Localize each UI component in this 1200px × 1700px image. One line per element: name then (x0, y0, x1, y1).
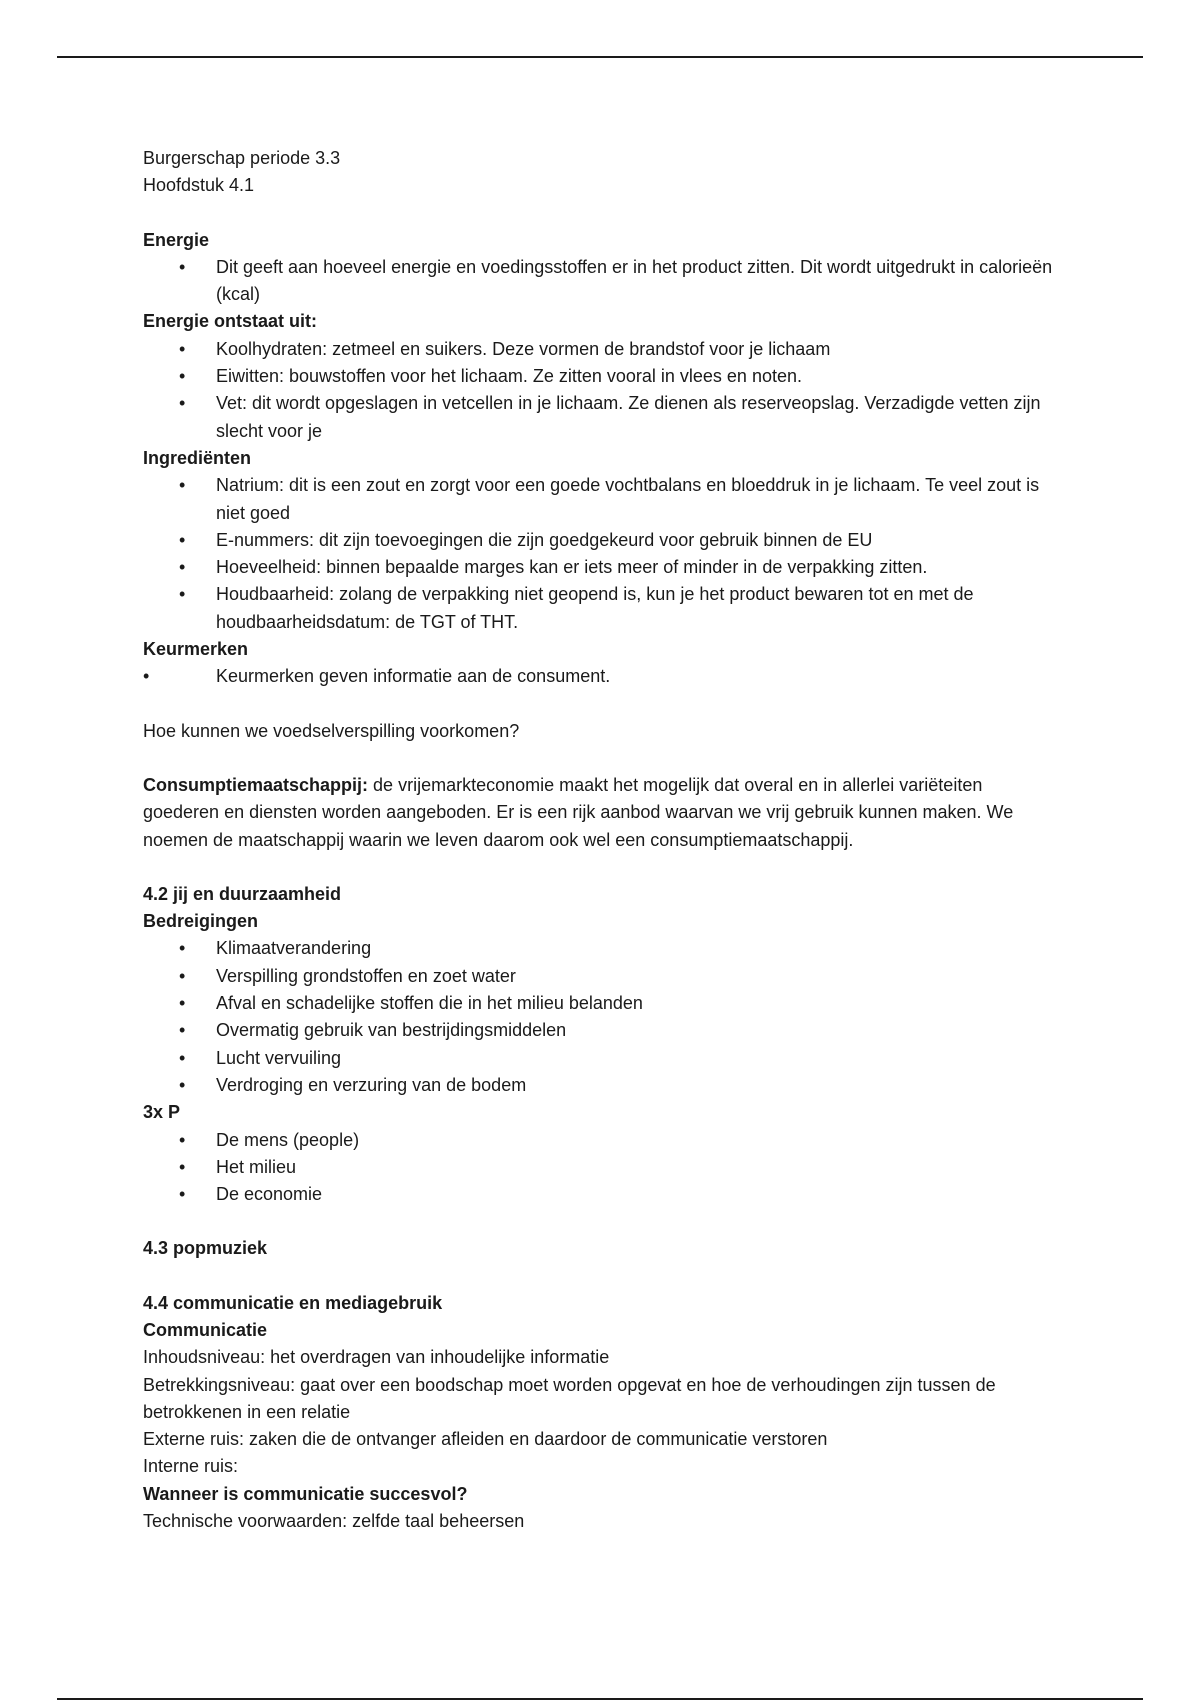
ingredienten-list (143, 472, 1063, 636)
section-heading-3xp: 3x P (143, 1102, 181, 1123)
list-item: • De mens (people) (143, 1127, 1063, 1154)
list-item: • Overmatig gebruik van bestrijdingsmiddelen (143, 1017, 1063, 1044)
threep-list (143, 1127, 1063, 1209)
list-item: • De economie (143, 1181, 1063, 1208)
list-item: • Het milieu (143, 1154, 1063, 1181)
section-heading-ontstaat: Energie ontstaat uit: (143, 311, 318, 332)
consumptie-paragraph (143, 772, 1063, 854)
communicatie-line: Interne ruis: (143, 1456, 239, 1477)
section-heading-popmuziek: 4.3 popmuziek (143, 1238, 268, 1259)
technische-voorwaarden: Technische voorwaarden: zelfde taal beheersen (143, 1511, 525, 1532)
list-item: • Verspilling grondstoffen en zoet water (143, 963, 1063, 990)
list-item: • Klimaatverandering (143, 935, 1063, 962)
communicatie-line: Inhoudsniveau: het overdragen van inhoudelijke informatie (143, 1347, 610, 1368)
list-item: • Vet: dit wordt opgeslagen in vetcellen in je lichaam. Ze dienen als reserveopslag. Verzadigde vetten zijn slecht voor je (143, 390, 1063, 445)
subheading-communicatie: Communicatie (143, 1319, 268, 1340)
bedreigingen-list (143, 935, 1063, 1099)
spacer (143, 1263, 1063, 1290)
list-item: • Koolhydraten: zetmeel en suikers. Deze vormen de brandstof voor je lichaam (143, 336, 1063, 363)
ontstaat-list (143, 336, 1063, 445)
list-item: • Lucht vervuiling (143, 1045, 1063, 1072)
list-item: • Eiwitten: bouwstoffen voor het lichaam. Ze zitten vooral in vlees en noten. (143, 363, 1063, 390)
section-heading-ingredienten: Ingrediënten (143, 447, 252, 468)
consumptie-definition: de vrijemarkteconomie maakt het mogelijk dat overal en in allerlei variëteiten goederen en diensten worden aangeboden. Er is een rijk aanbod waarvan we vrij gebruik kunnen maken. We noemen de maatschappij waarin we leven daarom ook wel een consumptiemaatschappij. (143, 774, 1014, 850)
keurmerken-list (143, 663, 1063, 690)
document-body (143, 145, 1063, 1535)
spacer (143, 745, 1063, 772)
section-heading-keurmerken: Keurmerken (143, 639, 249, 660)
list-item: • Natrium: dit is een zout en zorgt voor een goede vochtbalans en bloeddruk in je lichaam. Te veel zout is niet goed (143, 472, 1063, 527)
list-item: • Afval en schadelijke stoffen die in het milieu belanden (143, 990, 1063, 1017)
list-item: • Verdroging en verzuring van de bodem (143, 1072, 1063, 1099)
document-title: Burgerschap periode 3.3 (143, 148, 341, 168)
spacer (143, 854, 1063, 881)
energie-list (143, 254, 1063, 309)
list-item: • E-nummers: dit zijn toevoegingen die zijn goedgekeurd voor gebruik binnen de EU (143, 527, 1063, 554)
spacer (143, 1208, 1063, 1235)
section-heading-communicatie: 4.4 communicatie en mediagebruik (143, 1292, 443, 1313)
communicatie-line: Externe ruis: zaken die de ontvanger afleiden en daardoor de communicatie verstoren (143, 1429, 828, 1450)
list-item: • Houdbaarheid: zolang de verpakking niet geopend is, kun je het product bewaren tot en met de houdbaarheidsdatum: de TGT of THT. (143, 581, 1063, 636)
communicatie-question: Wanneer is communicatie succesvol? (143, 1483, 468, 1504)
consumptie-term: Consumptiemaatschappij: (143, 774, 369, 795)
subheading-bedreigingen: Bedreigingen (143, 911, 259, 932)
spacer (143, 691, 1063, 718)
question-voedselverspilling: Hoe kunnen we voedselverspilling voorkomen? (143, 720, 520, 741)
spacer (143, 200, 1063, 227)
list-item: • Dit geeft aan hoeveel energie en voedingsstoffen er in het product zitten. Dit wordt uitgedrukt in calorieën (kcal) (143, 254, 1063, 309)
list-item: • Hoeveelheid: binnen bepaalde marges kan er iets meer of minder in de verpakking zitten. (143, 554, 1063, 581)
list-item: • Keurmerken geven informatie aan de consument. (143, 663, 1063, 690)
chapter-label: Hoofdstuk 4.1 (143, 175, 255, 196)
section-heading-energie: Energie (143, 229, 210, 250)
page-top-rule (57, 56, 1143, 58)
section-heading-duurzaamheid: 4.2 jij en duurzaamheid (143, 883, 342, 904)
communicatie-line: Betrekkingsniveau: gaat over een boodschap moet worden opgevat en hoe de verhoudingen zijn tussen de betrokkenen in een relatie (143, 1374, 996, 1422)
